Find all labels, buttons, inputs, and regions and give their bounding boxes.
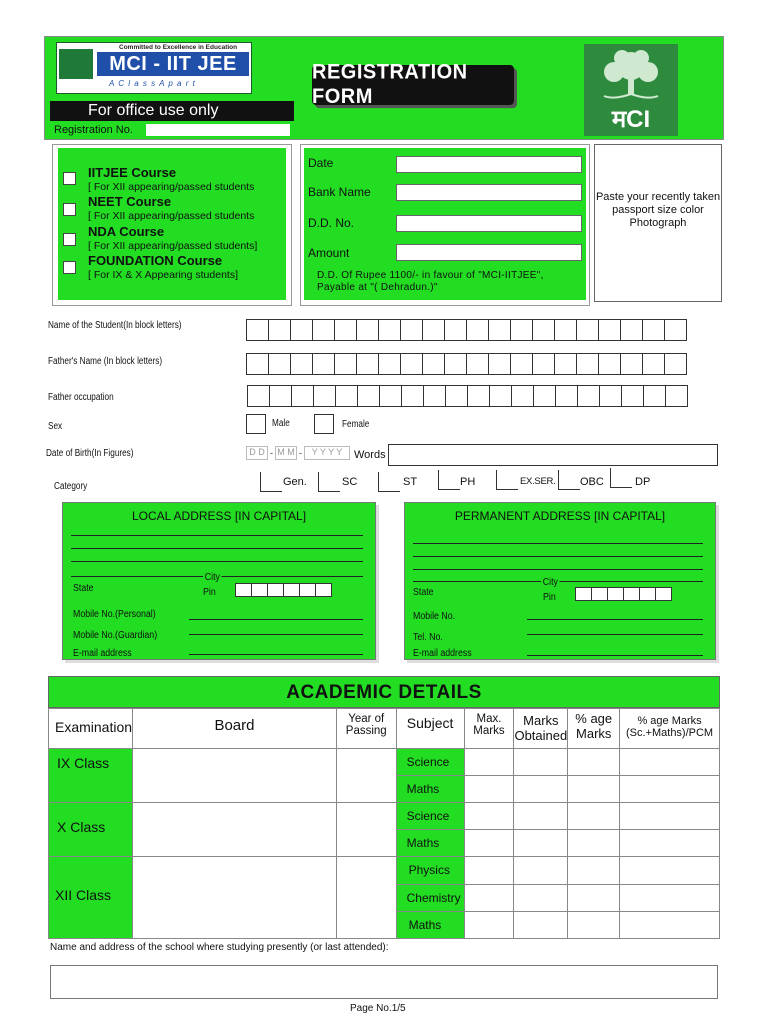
female-label: Female — [342, 419, 370, 430]
marks-cell[interactable] — [514, 749, 568, 776]
academic-table — [48, 708, 720, 939]
letter-cell[interactable] — [290, 319, 313, 341]
nda-checkbox[interactable] — [63, 233, 76, 246]
logo-motto: A C l a s s A p a r t — [109, 79, 196, 88]
registration-no-label: Registration No. — [54, 124, 133, 136]
letter-cell[interactable] — [665, 385, 688, 407]
local-email-label: E-mail address — [73, 648, 132, 659]
local-address-title: LOCAL ADDRESS [IN CAPITAL] — [131, 509, 307, 523]
local-pin-label: Pin — [203, 587, 216, 598]
letter-cell[interactable] — [267, 583, 284, 597]
local-mobile-personal-label: Mobile No.(Personal) — [73, 609, 156, 620]
letter-cell[interactable] — [268, 319, 291, 341]
letter-cell[interactable] — [299, 583, 316, 597]
letter-cell[interactable] — [290, 353, 313, 375]
category-label: DP — [635, 476, 651, 488]
permanent-pin-label: Pin — [543, 592, 556, 603]
dd-note — [317, 270, 544, 294]
marks-cell[interactable] — [514, 776, 568, 803]
bank-field[interactable] — [396, 184, 582, 201]
local-pin-cells[interactable] — [235, 583, 331, 597]
course-sub: [ For IX & X Appearing students] — [88, 269, 238, 281]
letter-cell[interactable] — [620, 353, 643, 375]
letter-cell[interactable] — [532, 319, 555, 341]
letter-cell[interactable] — [312, 319, 335, 341]
letter-cell[interactable] — [315, 583, 332, 597]
letter-cell[interactable] — [623, 587, 640, 601]
course-sub: [ For XII appearing/passed students — [88, 181, 255, 193]
permanent-mobile-label: Mobile No. — [413, 611, 456, 622]
col-board: Board — [133, 709, 337, 749]
tree-logo — [584, 44, 678, 136]
photo-box[interactable] — [594, 144, 722, 302]
father-name-label: Father's Name (In block letters) — [48, 356, 163, 367]
marks-cell[interactable] — [514, 912, 568, 939]
subject-cell: Physics — [396, 857, 464, 885]
marks-cell[interactable] — [514, 857, 568, 885]
col-year: Year of Passing — [336, 709, 396, 749]
office-use-banner: For office use only — [50, 101, 294, 121]
local-state-label: State — [73, 583, 94, 594]
marks-cell[interactable] — [568, 749, 620, 776]
letter-cell[interactable] — [444, 319, 467, 341]
dob-day[interactable]: D D — [246, 446, 268, 460]
category-checkbox[interactable] — [260, 472, 282, 492]
letter-cell[interactable] — [532, 353, 555, 375]
xii-class-cell: XII Class — [49, 857, 133, 939]
marks-cell[interactable] — [464, 749, 514, 776]
letter-cell[interactable] — [575, 587, 592, 601]
letter-cell[interactable] — [356, 319, 379, 341]
student-name-cells[interactable] — [246, 319, 686, 341]
school-field[interactable] — [50, 965, 718, 999]
logo-name: MCI - IIT JEE — [97, 52, 249, 76]
letter-cell[interactable] — [621, 385, 644, 407]
course-name: NDA Course — [88, 224, 165, 239]
category-checkbox[interactable] — [318, 472, 340, 492]
letter-cell[interactable] — [378, 319, 401, 341]
course-options — [58, 148, 286, 300]
marks-cell[interactable] — [464, 912, 514, 939]
registration-no-field[interactable] — [146, 124, 290, 136]
letter-cell[interactable] — [655, 587, 672, 601]
letter-cell[interactable] — [379, 385, 402, 407]
neet-checkbox[interactable] — [63, 203, 76, 216]
subject-cell: Science — [396, 749, 464, 776]
male-checkbox[interactable] — [246, 414, 266, 434]
col-pct-marks: % age Marks — [568, 709, 620, 749]
school-label: Name and address of the school where studying presently (or last attended): — [50, 942, 389, 953]
letter-cell[interactable] — [283, 583, 300, 597]
col-examination: Examination — [49, 709, 133, 749]
letter-cell[interactable] — [335, 385, 358, 407]
letter-cell[interactable] — [664, 353, 687, 375]
permanent-city-label: City — [542, 577, 558, 588]
marks-cell[interactable] — [514, 803, 568, 830]
logo-tagline: Committed to Excellence in Education — [119, 44, 238, 51]
letter-cell[interactable] — [400, 319, 423, 341]
iitjee-checkbox[interactable] — [63, 172, 76, 185]
form-title: REGISTRATION FORM — [312, 65, 514, 105]
letter-cell[interactable] — [467, 385, 490, 407]
dob-separator: - — [270, 448, 273, 458]
permanent-email-label: E-mail address — [413, 648, 472, 659]
letter-cell[interactable] — [246, 319, 269, 341]
course-sub: [ For XII appearing/passed students] — [88, 240, 258, 252]
ix-board-cell[interactable] — [133, 749, 337, 803]
letter-cell[interactable] — [510, 353, 533, 375]
local-mobile-guardian-label: Mobile No.(Guardian) — [73, 630, 158, 641]
male-label: Male — [272, 418, 290, 429]
letter-cell[interactable] — [554, 319, 577, 341]
marks-cell[interactable] — [620, 885, 720, 912]
dd-no-field[interactable] — [396, 215, 582, 232]
xii-board-cell[interactable] — [133, 857, 337, 939]
category-label: EX.SER. — [520, 476, 556, 487]
letter-cell[interactable] — [422, 319, 445, 341]
letter-cell[interactable] — [533, 385, 556, 407]
local-address-box — [62, 502, 376, 660]
letter-cell[interactable] — [591, 587, 608, 601]
letter-cell[interactable] — [577, 385, 600, 407]
letter-cell[interactable] — [599, 385, 622, 407]
letter-cell[interactable] — [444, 353, 467, 375]
dob-separator: - — [299, 448, 302, 458]
permanent-tel-label: Tel. No. — [413, 632, 443, 643]
marks-cell[interactable] — [464, 885, 514, 912]
sex-label: Sex — [48, 421, 63, 432]
category-checkbox[interactable] — [610, 468, 632, 488]
permanent-state-label: State — [413, 587, 434, 598]
registration-no-row — [50, 122, 294, 138]
permanent-pin-cells[interactable] — [575, 587, 671, 601]
permanent-address-box — [404, 502, 716, 660]
dob-month[interactable]: M M — [275, 446, 297, 460]
letter-cell[interactable] — [488, 353, 511, 375]
dd-note-line1: D.D. Of Rupee 1100/- in favour of "MCI-IITJEE", — [317, 270, 544, 281]
letter-cell[interactable] — [445, 385, 468, 407]
marks-cell[interactable] — [620, 912, 720, 939]
marks-cell[interactable] — [620, 803, 720, 830]
letter-cell[interactable] — [313, 385, 336, 407]
marks-cell[interactable] — [620, 776, 720, 803]
col-max-marks: Max. Marks — [464, 709, 514, 749]
letter-cell[interactable] — [576, 319, 599, 341]
marks-cell[interactable] — [514, 830, 568, 857]
amount-label: Amount — [308, 246, 350, 260]
category-label: SC — [342, 476, 358, 488]
category-label: PH — [460, 476, 476, 488]
letter-cell[interactable] — [466, 319, 489, 341]
dd-no-label: D.D. No. — [308, 216, 355, 230]
category-checkbox[interactable] — [496, 470, 518, 490]
letter-cell[interactable] — [401, 385, 424, 407]
x-year-cell[interactable] — [336, 803, 396, 857]
page-number: Page No.1/5 — [350, 1003, 406, 1014]
letter-cell[interactable] — [378, 353, 401, 375]
marks-cell[interactable] — [464, 857, 514, 885]
letter-cell[interactable] — [400, 353, 423, 375]
marks-cell[interactable] — [620, 857, 720, 885]
letter-cell[interactable] — [664, 319, 687, 341]
marks-cell[interactable] — [464, 803, 514, 830]
letter-cell[interactable] — [356, 353, 379, 375]
letter-cell[interactable] — [607, 587, 624, 601]
marks-cell[interactable] — [620, 749, 720, 776]
marks-cell[interactable] — [568, 857, 620, 885]
subject-cell: Chemistry — [396, 885, 464, 912]
letter-cell[interactable] — [488, 319, 511, 341]
father-occupation-label: Father occupation — [48, 392, 114, 403]
x-board-cell[interactable] — [133, 803, 337, 857]
category-checkbox[interactable] — [438, 470, 460, 490]
letter-cell[interactable] — [291, 385, 314, 407]
subject-cell: Science — [396, 803, 464, 830]
letter-cell[interactable] — [269, 385, 292, 407]
father-occupation-cells[interactable] — [247, 385, 687, 407]
letter-cell[interactable] — [620, 319, 643, 341]
letter-cell[interactable] — [334, 353, 357, 375]
letter-cell[interactable] — [576, 353, 599, 375]
subject-cell: Maths — [396, 830, 464, 857]
col-pct-sc-marks: % age Marks (Sc.+Maths)/PCM — [620, 709, 720, 749]
category-label: ST — [403, 476, 418, 488]
marks-cell[interactable] — [568, 776, 620, 803]
col-subject: Subject — [396, 709, 464, 749]
letter-cell[interactable] — [489, 385, 512, 407]
marks-cell[interactable] — [568, 912, 620, 939]
marks-cell[interactable] — [514, 885, 568, 912]
words-label: Words — [354, 449, 386, 461]
course-name: NEET Course — [88, 194, 172, 209]
dob-label: Date of Birth(In Figures) — [46, 448, 134, 459]
letter-cell[interactable] — [235, 583, 252, 597]
letter-cell[interactable] — [510, 319, 533, 341]
academic-title: ACADEMIC DETAILS — [48, 676, 720, 708]
dd-note-line2: Payable at "( Dehradun.)" — [317, 282, 438, 293]
category-checkbox[interactable] — [378, 472, 400, 492]
dob-input[interactable] — [246, 446, 350, 460]
letter-cell[interactable] — [643, 385, 666, 407]
ix-year-cell[interactable] — [336, 749, 396, 803]
letter-cell[interactable] — [247, 385, 270, 407]
date-label: Date — [308, 156, 334, 170]
letter-cell[interactable] — [642, 353, 665, 375]
tree-logo-text: मCI — [611, 106, 651, 133]
course-name: FOUNDATION Course — [88, 253, 223, 268]
letter-cell[interactable] — [555, 385, 578, 407]
female-checkbox[interactable] — [314, 414, 334, 434]
category-label: Category — [54, 481, 88, 492]
letter-cell[interactable] — [251, 583, 268, 597]
category-label: Gen. — [283, 476, 307, 488]
course-name: IITJEE Course — [88, 165, 177, 180]
col-marks-obtained: Marks Obtained — [514, 709, 568, 749]
bank-label: Bank Name — [308, 185, 371, 199]
letter-cell[interactable] — [511, 385, 534, 407]
amount-field[interactable] — [396, 244, 582, 261]
ix-class-cell: IX Class — [49, 749, 133, 803]
local-city-label: City — [204, 572, 220, 583]
subject-cell: Maths — [396, 776, 464, 803]
marks-cell[interactable] — [568, 803, 620, 830]
permanent-address-title: PERMANENT ADDRESS [IN CAPITAL] — [454, 509, 666, 523]
category-checkbox[interactable] — [558, 470, 580, 490]
marks-cell[interactable] — [464, 776, 514, 803]
letter-cell[interactable] — [598, 319, 621, 341]
letter-cell[interactable] — [312, 353, 335, 375]
letter-cell[interactable] — [554, 353, 577, 375]
dob-words-field[interactable] — [388, 444, 718, 466]
letter-cell[interactable] — [268, 353, 291, 375]
letter-cell[interactable] — [466, 353, 489, 375]
father-name-cells[interactable] — [246, 353, 686, 375]
letter-cell[interactable] — [422, 353, 445, 375]
xii-year-cell[interactable] — [336, 857, 396, 939]
mci-logo — [56, 42, 252, 94]
letter-cell[interactable] — [246, 353, 269, 375]
date-field[interactable] — [396, 156, 582, 173]
letter-cell[interactable] — [639, 587, 656, 601]
letter-cell[interactable] — [598, 353, 621, 375]
x-class-cell: X Class — [49, 803, 133, 857]
category-label: OBC — [580, 476, 604, 488]
letter-cell[interactable] — [423, 385, 446, 407]
marks-cell[interactable] — [568, 885, 620, 912]
marks-cell[interactable] — [568, 830, 620, 857]
dob-year[interactable]: Y Y Y Y — [304, 446, 350, 460]
letter-cell[interactable] — [334, 319, 357, 341]
foundation-checkbox[interactable] — [63, 261, 76, 274]
marks-cell[interactable] — [620, 830, 720, 857]
marks-cell[interactable] — [464, 830, 514, 857]
subject-cell: Maths — [396, 912, 464, 939]
course-sub: [ For XII appearing/passed students — [88, 210, 255, 222]
letter-cell[interactable] — [642, 319, 665, 341]
letter-cell[interactable] — [357, 385, 380, 407]
logo-tree-icon — [59, 49, 93, 79]
photo-text: Paste your recently taken passport size color Photograph — [595, 191, 721, 229]
student-name-label: Name of the Student(In block letters) — [48, 320, 182, 331]
